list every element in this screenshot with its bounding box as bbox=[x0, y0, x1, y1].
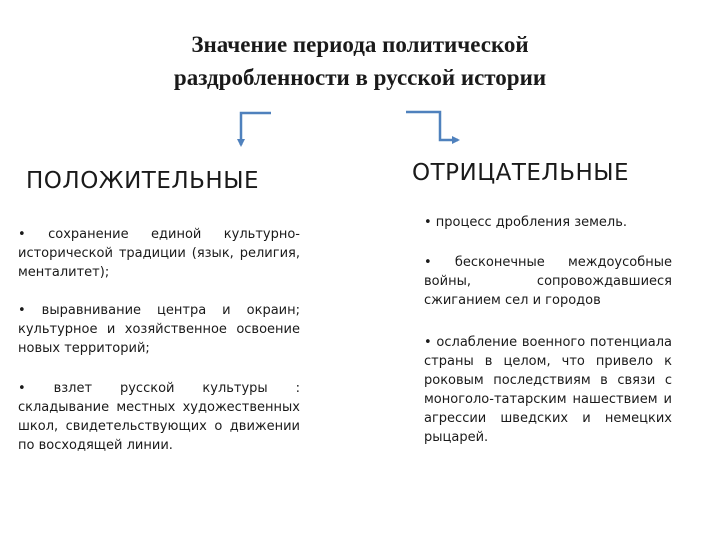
positive-item-3: • взлет русской культуры : складывание местных художественных школ, свидетельствующих о движении по восходящей линии. bbox=[18, 381, 300, 453]
arrow-to-negative bbox=[406, 112, 458, 140]
negative-list bbox=[424, 213, 672, 447]
negative-item-1: • процесс дробления земель. bbox=[424, 215, 628, 230]
negative-heading: ОТРИЦАТЕЛЬНЫЕ bbox=[412, 160, 630, 186]
title-line-1: Значение периода политической bbox=[191, 32, 529, 57]
title-line-2: раздробленности в русской истории bbox=[173, 65, 547, 90]
positive-heading: ПОЛОЖИТЕЛЬНЫЕ bbox=[26, 168, 260, 194]
positive-item-2: • выравнивание центра и окраин; культурное и хозяйственное освоение новых территорий; bbox=[18, 303, 300, 356]
negative-item-2: • бесконечные междоусобные войны, сопровождавшиеся сжиганием сел и городов bbox=[424, 255, 672, 308]
positive-item-1: • сохранение единой культурно-исторической традиции (язык, религия, менталитет); bbox=[18, 227, 300, 280]
positive-list bbox=[18, 225, 300, 455]
arrow-to-positive bbox=[241, 113, 271, 145]
negative-item-3: • ослабление военного потенциала страны в целом, что привело к роковым последствиям в связи с моноголо-татарским нашествием и агрессии шведских и немецких рыцарей. bbox=[424, 335, 672, 445]
